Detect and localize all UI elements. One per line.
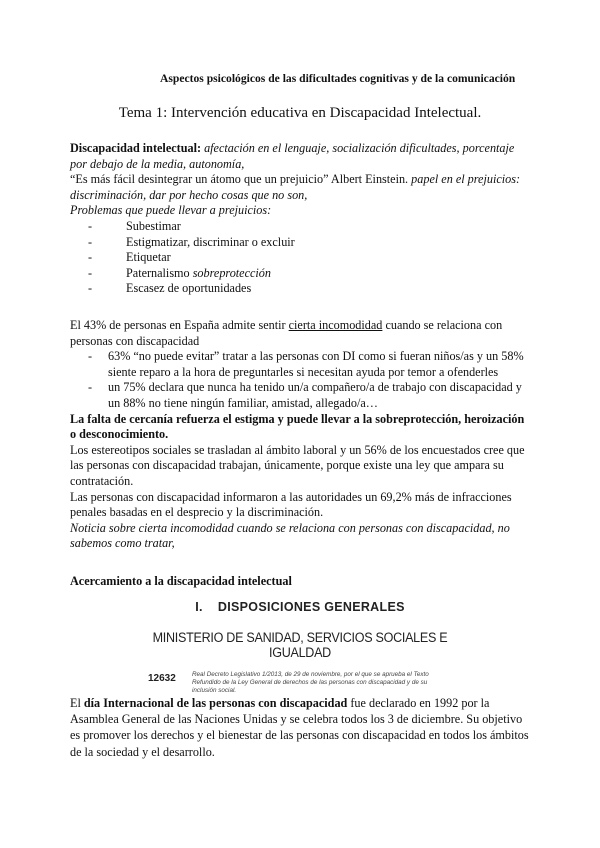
intro-section — [70, 141, 532, 297]
list-item — [88, 219, 532, 235]
intro-definition — [70, 141, 532, 172]
problems-heading: Problemas que puede llevar a prejuicios: — [70, 203, 272, 218]
list-item-text: Estigmatizar, discriminar o excluir — [126, 234, 295, 249]
list-item — [88, 281, 532, 297]
list-item-text: Escasez de oportunidades — [126, 281, 252, 296]
closing-text: fue declarado en 1992 por la Asamblea General de las Naciones Unidas y se celebra todos los 3 de diciembre. Su objetivo es promover los derechos y el bienestar de las personas con discapacidad en todos los ámbitos de la sociedad y el desarrollo. — [70, 696, 529, 759]
definition-notes: afectación en el lenguaje, socialización dificultades, porcentaje por debajo de la media, autonomía, — [70, 141, 515, 171]
section-heading: Acercamiento a la discapacidad intelectual — [70, 574, 292, 588]
einstein-quote-line — [70, 172, 532, 203]
list-item: - un 75% declara que nunca ha tenido un/a compañero/a de trabajo con discapacidad y un 88% no tiene ningún familiar, amistad, allegado/a… — [88, 380, 532, 411]
bold-statement: La falta de cercanía refuerza el estigma y puede llevar a la sobreprotección, heroización o desconocimiento. — [70, 411, 525, 442]
closing-text: El — [70, 696, 81, 710]
page-header: Aspectos psicológicos de las dificultades cognitivas y de la comunicación — [160, 72, 516, 85]
stats-list — [88, 349, 532, 411]
news-note: Noticia sobre cierta incomodidad cuando se relaciona con personas con discapacidad, no sabemos como tratar, — [70, 520, 510, 551]
list-item-text: Subestimar — [126, 218, 181, 233]
quote-notes: papel en el prejuicios: discriminación, dar por hecho cosas que no son, — [70, 172, 521, 202]
list-item-text: Etiquetar — [126, 250, 171, 265]
infractions-paragraph: Las personas con discapacidad informaron a las autoridades un 69,2% más de infracciones penales basadas en el desprecio y la discriminación. — [70, 489, 512, 520]
closing-paragraph — [70, 695, 532, 760]
banner-number: 12632 — [148, 672, 176, 684]
stereotypes-paragraph: Los estereotipos sociales se trasladan al ámbito laboral y un 56% de los encuestados cree que las personas con discapacidad trabajan, únicamente, porque existe una ley que ampara su contratación. — [70, 442, 525, 488]
stats-text: El 43% de personas en España admite sentir — [70, 318, 286, 332]
list-item — [88, 250, 532, 266]
problems-list — [88, 219, 532, 297]
banner-heading: I. DISPOSICIONES GENERALES — [195, 600, 405, 614]
banner-text: Real Decreto Legislativo 1/2013, de 29 de noviembre, por el que se aprueba el Texto Refundido de la Ley General de derechos de las personas con discapacidad y de su inclusión social. — [192, 670, 429, 694]
stats-paragraph — [70, 318, 532, 349]
definition-term: Discapacidad intelectual: — [70, 141, 202, 155]
closing-bold: día Internacional de las personas con discapacidad — [83, 696, 348, 710]
list-item — [88, 266, 532, 282]
underlined-phrase: cierta incomodidad — [288, 318, 383, 332]
page-title: Tema 1: Intervención educativa en Discapacidad Intelectual. — [118, 105, 482, 121]
list-item — [88, 235, 532, 251]
boe-banner — [140, 600, 460, 695]
einstein-quote: “Es más fácil desintegrar un átomo que un prejuicio” Albert Einstein. — [70, 172, 409, 187]
stats-section — [70, 318, 532, 552]
stats-text: cuando se relaciona con personas con discapacidad — [70, 318, 503, 348]
list-item-text: Paternalismo — [126, 265, 190, 280]
banner-ministry: MINISTERIO DE SANIDAD, SERVICIOS SOCIALES E IGUALDAD — [152, 629, 448, 661]
banner-row — [140, 671, 460, 695]
list-item: - 63% “no puede evitar” tratar a las personas con DI como si fueran niños/as y un 58% siente reparo a la hora de preguntarles si necesitan ayuda por temor a ofenderles — [88, 349, 532, 380]
list-item-note: sobreprotección — [192, 265, 271, 280]
